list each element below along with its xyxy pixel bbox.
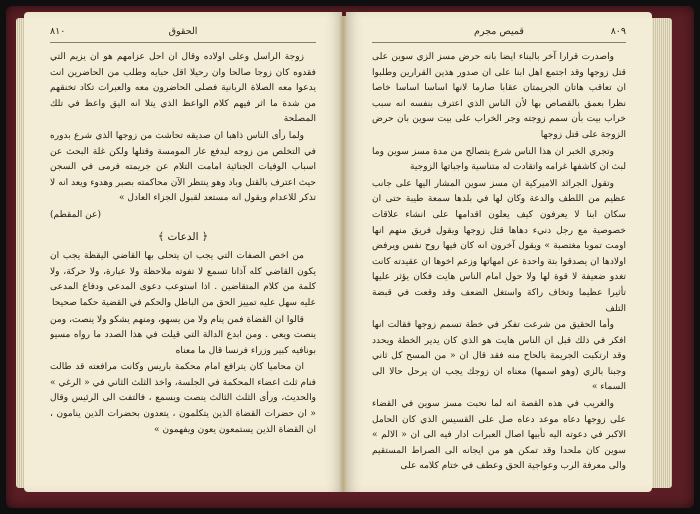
right-page-body [372, 50, 626, 474]
right-page-number: ٨٠٩ [610, 26, 626, 37]
right-page [346, 12, 652, 492]
paragraph: واصدرت قرارا آخر بالبناء ايضا بانه حرض مسز الزي سوين على قتل زوجها وقد اجتمع اهل ابنا على ان صدور هذين القرارين وطلبوا ان تعاقب هاتان الجريمتان عقابا صارما لانها اساسا اساسا خاصا نظرا بعمق بالقصاص بها لأن الناس الذي اعترف بنفسه انه سبب خراب بيت بأن سمم زوجته وجر الخراب على بيت سوين بان حرض الزوجة على قتل زوجها [372, 52, 626, 140]
paragraph: زوجة الراسل وعلى اولاده وقال ان احل عزامهم هو ان يزيم التي فقدوه كان زوجا صالحا وان رحيلا اقل حبايه وطلب من الحاضرين انت يدعوا معه الصلاة الربانية فصلى الحاضرون معه والعبرات تكاد تخنقهم من شدة ما اثر فيهم كلام الواعظ الذي يتلا انه اليق واعظ في تلك المصلحة [50, 52, 316, 125]
paragraph: وتجري الخبر ان هذا الناس شرع يتصالح من مدة مسز سوين وما لبث ان كاشفها غرامه واتقادت له متناسية واجباتها الزوجية [372, 146, 626, 173]
paragraph: وتقول الجرائد الاميركية ان مسز سوين المشار اليها على جانب عظيم من اللطف والدعة وكان لها في بلدها سمعة طيبة حتى ان سكان ابنا لا يعرفون كيف يعلون اقدامها على انشاء علاقات خصوصية مع رجل دنيء دهاها قتل زوجها ويقول فريق منهم انها اومت تموبا مغتصبة » ويقول آخرون انه كان فيها روح نفس ويرفض اولادها ان يصدقوا بتة واحدة عن امهاتها وزعم اخوها ان عقيدته كانت تغدو ضعيفة لا قوة لها ولا حول امام الناس هايت فكان يؤثر عليها تأثيرا عظيما وتخاف راكة واستغل الضعف وقد وقعت في قبضة التلف [372, 178, 626, 314]
paragraph: قالوا ان القضاة فمن ينام ولا من يسهو، ومنهم يشكو ولا ينصت، ومن ينصت ويعي . ومن ابدع الدالة التي قيلت في هذا الصدد ما رواه مسيو بونافيه كبير وزراء فرنسا قال ما معناه [50, 314, 316, 356]
right-page-header [372, 26, 626, 42]
right-running-title: قميص مجرم [474, 26, 524, 37]
right-header-rule [372, 42, 626, 43]
left-header-rule [50, 42, 316, 43]
left-page-edges [16, 18, 24, 488]
paragraph: وأما الحقيق من شرعت تفكر في خطة تسمم زوجها فقالت انها افكر في ذلك قبل ان الناس هايت هو الذي كان يدير الخطة ويحدد وقد ارتكبت الجريمة بالحاح منه فقد قال ان « من المسح كل ثاني وجبنا بالزي (وهو اسمها) معناه ان زوجك يجب ان يرحل حالا الى السماء » [372, 320, 626, 393]
left-page [24, 12, 342, 492]
right-page-edges [652, 18, 672, 488]
paragraph: من اخص الصفات التي يجب ان يتحلى بها القاضي اليقظة يجب ان يكون القاضي كله آذانا تسمع لا تفوته ملاحظة ولا عبارة، ولا حركة، ولا كلمة من كلام المتقاضين . اذا استوعب دعوى المدعي ودفاع المدعى عليه سهل عليه تمييز الحق من الباطل والحكم في القضية حكما صحيحا [50, 251, 316, 308]
left-running-title: الحقوق [168, 26, 198, 37]
left-page-body [50, 50, 316, 474]
left-page-number: ٨١٠ [50, 26, 66, 37]
section-heading: ﴿ الدعات ﴾ [158, 230, 208, 243]
left-page-header [50, 26, 316, 42]
paragraph: والغريب في هذه القصة انه لما نحبت مسز سوين في القضاء على زوجها دعاه موعد دعاه صل على القسيس الذي كان الحامل الاكبر في دعوته اليه تأبيها اصال العبرات ادار فيه الى ان « الالم » سوين كان ملحدا وقد تمكن هو من ايجانه الى الصراط المستقيم والى معرفة الرب وعواجية الحق وعطف في ختام كلامه على [372, 399, 626, 472]
source-note: (عن المقطم) [50, 209, 102, 220]
paragraph: ولما رأى الناس ذاهبا ان صديقه تحاشت من زوجها الذي شرع بدوره في التخلص من زوجه ليدفع عار المومسة وقتلها ولكن غلة البحث عن اسباب الوفيات الجنائية امامت التلام عن جريمته فرمى في السجن حيث اعترف بالقتل وباد وهو ينتظر الآن محاكمته بصبر وهدوء ويعد انه لا تذكر للاعدام ويقول انه مستعد لقبول الجزاء العادل » [50, 130, 316, 204]
paragraph: ان محاميا كان يترافع امام محكمة باريس وكانت مرافعته قد طالت فنام ثلث اعضاء المحكمة في الجلسة، واخذ الثلث الثاني في « الرغي » والحديث، ورأى الثلث الثالث ينصت ويسمع ، فالتفت الى الرئيس وقال « ان حضرات القضاة الذين يتكلمون ، يتعدون بحضرات الذين ينامون ، ان القضاة الذين يستمعون يعون ويفهمون » [50, 362, 316, 435]
